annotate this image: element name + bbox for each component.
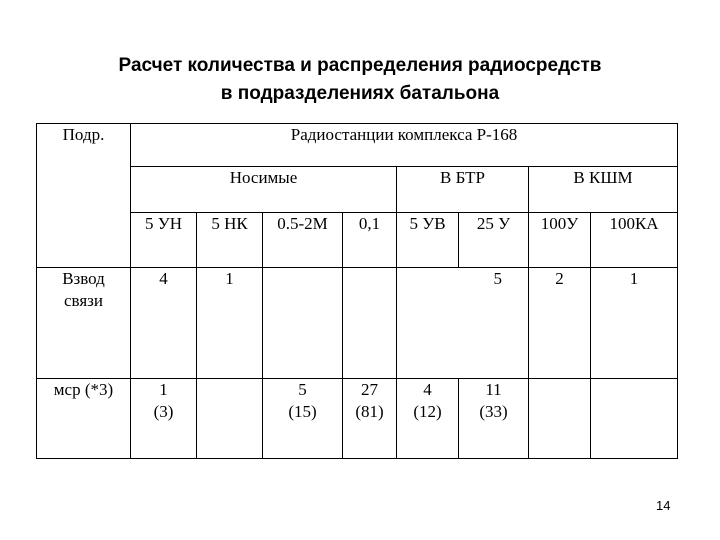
header-row-1 — [37, 124, 678, 167]
value-cell: 1 — [591, 268, 678, 379]
value-cell: 1 — [197, 268, 263, 379]
count: 5 — [298, 380, 307, 399]
count-total: (81) — [355, 402, 384, 421]
count-total: (33) — [479, 402, 508, 421]
value-cell — [197, 379, 263, 459]
header-row-2 — [37, 167, 678, 213]
page-number: 14 — [656, 498, 671, 513]
model-header: 0,1 — [343, 213, 397, 268]
model-header: 5 НК — [197, 213, 263, 268]
value-cell — [131, 379, 197, 459]
header-unit: Подр. — [37, 124, 131, 268]
count: 1 — [159, 380, 168, 399]
count: 11 — [485, 380, 502, 399]
value-cell — [459, 379, 529, 459]
title-line-1: Расчет количества и распределения радиосредств — [118, 55, 602, 76]
header-row-3 — [37, 213, 678, 268]
count: 27 — [361, 380, 378, 399]
count: 4 — [423, 380, 432, 399]
header-btr: В БТР — [397, 167, 529, 213]
value-cell — [591, 379, 678, 459]
model-header: 5 УВ — [397, 213, 459, 268]
btr-merged-cell: 5 — [397, 268, 529, 379]
model-header: 25 У — [459, 213, 529, 268]
unit-cell — [37, 268, 131, 379]
header-kshm: В КШМ — [529, 167, 678, 213]
value-cell — [263, 268, 343, 379]
value-cell — [343, 268, 397, 379]
model-header: 100У — [529, 213, 591, 268]
radio-distribution-table — [36, 123, 678, 459]
value-cell — [263, 379, 343, 459]
value-cell: 4 — [131, 268, 197, 379]
model-header: 100КА — [591, 213, 678, 268]
count-total: (3) — [153, 402, 174, 421]
count-total: (12) — [413, 402, 442, 421]
unit-line: Взвод — [62, 269, 105, 288]
value-cell: 2 — [529, 268, 591, 379]
unit-line: связи — [64, 291, 103, 310]
slide-title — [0, 52, 720, 108]
header-portable: Носимые — [131, 167, 397, 213]
table-row — [37, 379, 678, 459]
table-row — [37, 268, 678, 379]
unit-cell: мср (*3) — [37, 379, 131, 459]
model-header: 0.5-2М — [263, 213, 343, 268]
model-header: 5 УН — [131, 213, 197, 268]
header-radio-group: Радиостанции комплекса Р-168 — [131, 124, 678, 167]
value-cell — [343, 379, 397, 459]
title-line-2: в подразделениях батальона — [220, 83, 500, 104]
count-total: (15) — [288, 402, 317, 421]
value-cell — [529, 379, 591, 459]
value-cell — [397, 379, 459, 459]
